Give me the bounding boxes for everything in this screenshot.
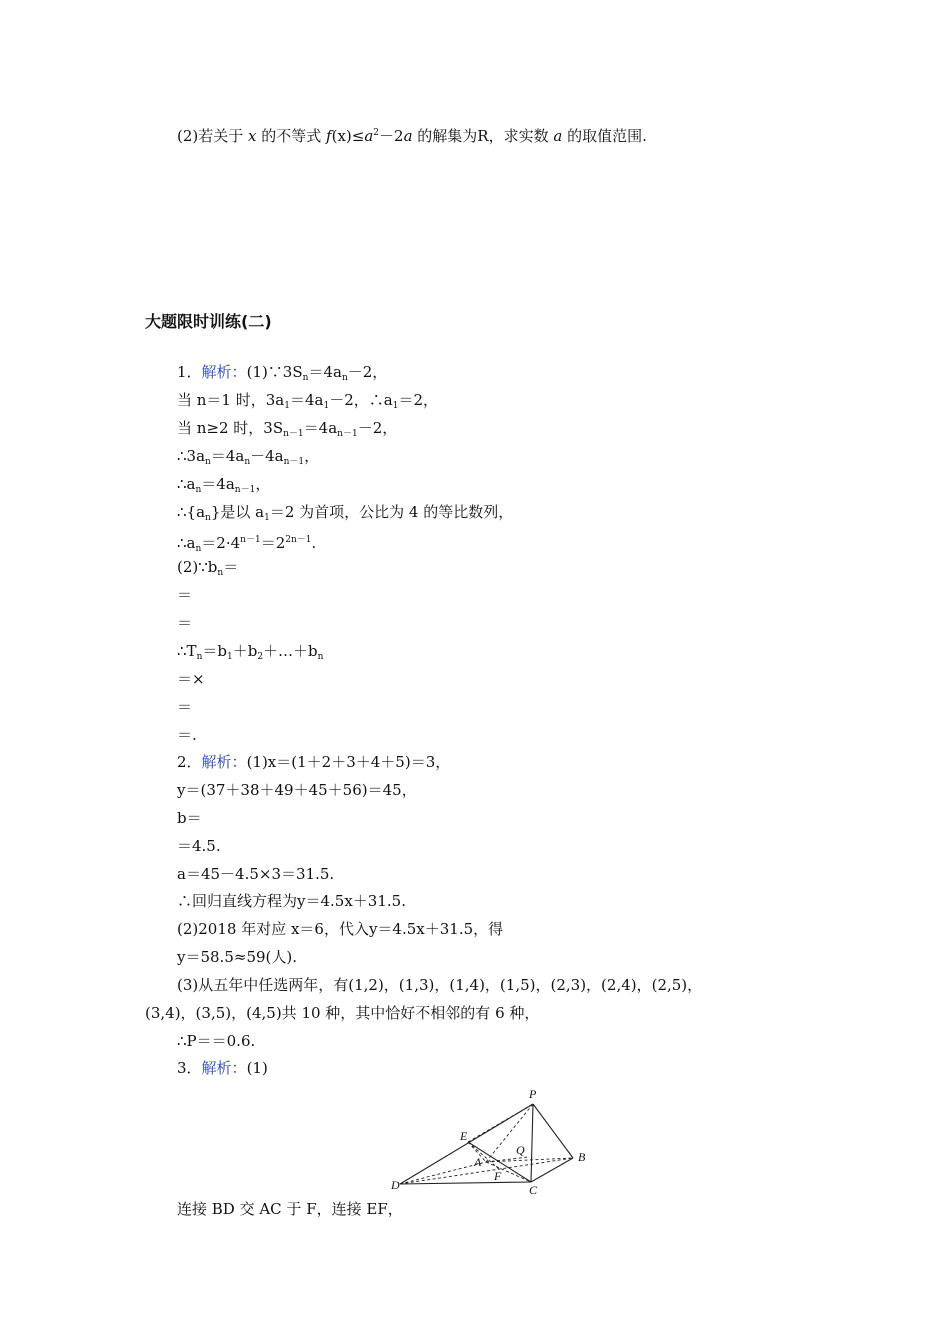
p1-line-7: $\therefore a_n=2\cdot 4^{n-1}=2^{2n-1}$. [177,534,317,554]
p2-line-9: (3)从五年中任选两年，有(1,2)，(1,3)，(1,4)，(1,5)，(2,3)，(2,4)，(2,5)， [177,976,703,994]
p2-line-6: ∴回归直线方程为y＝4.5x＋31.5. [177,892,406,910]
p2-line-10: (3,4)，(3,5)，(4,5)共 10 种，其中恰好不相邻的有 6 种， [145,1004,540,1022]
p1-line-1: 1．解析：$(1)\because 3S_n=4a_n-2$， [177,363,388,383]
edge-DC [400,1182,531,1184]
p2-line-3: b＝ [177,809,202,827]
p1-line-14: ＝. [177,726,197,744]
p1-line-5: $\therefore a_n=4a_{n-1}$， [177,475,271,495]
p2-line-7: (2)2018 年对应 x＝6，代入y＝4.5x＋31.5，得 [177,920,504,938]
p2-line-2: y＝(37＋38＋49＋45＋56)＝45， [177,781,417,799]
pyramid-figure [388,1082,598,1197]
p1-line-2: 当 n＝1 时，$3a_1=4a_1-2$，$\therefore a_1=2$， [177,391,438,411]
label-B: B [578,1150,586,1164]
p3-line-1: 3．解析：(1) [177,1059,268,1077]
p1-line-4: $\therefore 3a_n=4a_n-4a_{n-1}$， [177,447,320,467]
edge-CB [531,1158,573,1182]
p3-line-2: 连接 BD 交 AC 于 F，连接 EF， [177,1200,403,1218]
edge-AP [486,1104,533,1162]
label-P: P [529,1087,537,1101]
label-A: A [474,1155,482,1169]
p1-line-6: $\therefore\{a_n\}$是以 $a_1=2$ 为首项，公比为 4 的等比数列， [177,503,514,523]
question-2-line: (2)若关于 x 的不等式 $f(x)\le a^2-2a$ 的解集为R，求实数 a 的取值范围. [177,127,647,145]
p1-line-3: 当 n≥2 时，$3S_{n-1}=4a_{n-1}-2$， [177,419,398,439]
p2-line-8: y＝58.5≈59(人). [177,948,298,966]
section-title: 大题限时训练(二) [145,312,272,331]
p2-line-11: ∴P＝＝0.6. [177,1032,256,1050]
p1-line-9: ＝ [177,586,193,604]
label-Q: Q [516,1143,525,1157]
p1-line-11: $\therefore T_n=b_1+b_2+\dots+b_n$ [177,642,324,662]
p1-line-12: ＝× [177,670,205,688]
label-F: F [494,1169,502,1183]
p2-line-4: ＝4.5. [177,837,221,855]
edge-AC [486,1162,531,1182]
p1-line-10: ＝ [177,614,193,632]
p2-line-1: 2．解析：(1)x＝(1＋2＋3＋4＋5)＝3， [177,753,451,771]
label-D: D [391,1178,400,1192]
p2-line-5: a＝45－4.5×3＝31.5. [177,865,335,883]
edge-PB [533,1104,573,1158]
label-E: E [460,1129,468,1143]
label-C: C [529,1183,538,1197]
edge-PC [531,1104,533,1182]
p1-line-8: $(2)\because b_n=$ [177,558,239,578]
p1-line-13: ＝ [177,698,193,716]
edge-EF [468,1142,500,1170]
